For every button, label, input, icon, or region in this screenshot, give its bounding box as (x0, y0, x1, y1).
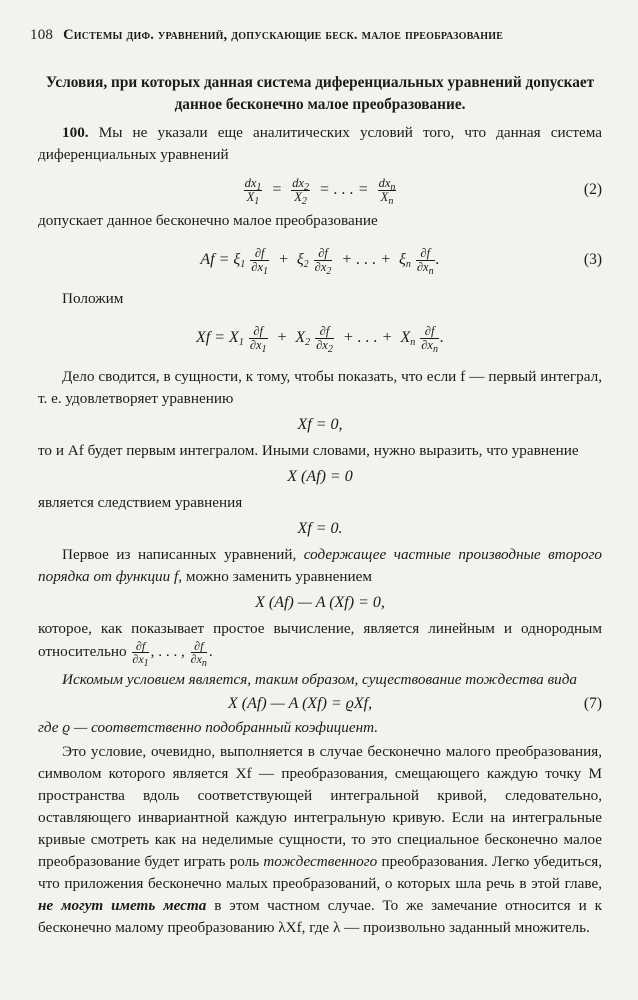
page-number: 108 (30, 27, 54, 43)
text-sledstviem: является следствием уравнения (38, 494, 243, 511)
equation-dots: = . . . = (319, 181, 369, 198)
plus-sign: + (278, 251, 289, 268)
section-number: 100. (62, 124, 89, 141)
equation-xf-zero-b: Xf = 0. (297, 520, 343, 537)
equation-lhs: Xf = (196, 329, 226, 346)
equation-commutator: X (Af) — A (Xf) = 0, (255, 594, 385, 611)
fraction: $\frac{\partial f}{\partial x_n}$ (421, 323, 438, 355)
fraction: $\frac{\partial f}{\partial x_n}$ (416, 245, 434, 277)
paragraph-kotoroe: которое, как показывает простое вычисление, является линейным и однородным относительно $\frac{\partial f}{\partial x_1}$ , . . . , $\frac{\partial f}{\partial x_n}$ . (38, 620, 602, 669)
equation-xf-zero: Xf = 0, (297, 416, 343, 433)
equation-dots: + . . . + (342, 329, 393, 346)
text-admits: допускает данное бесконечно малое преобразование (38, 212, 378, 229)
running-head (30, 24, 602, 46)
equals-sign: = (271, 181, 283, 198)
equation-expression: X (Af) — A (Xf) = ϱXf, (228, 695, 373, 712)
italic-phrase: не могут иметь места (38, 897, 207, 914)
inline-fraction: $\frac{\partial f}{\partial x_1}$ (132, 639, 149, 669)
equation-number: (2) (583, 181, 602, 198)
equation-number: (3) (583, 251, 602, 268)
fraction: $\frac{dx_n}{X_n}$ (378, 175, 396, 207)
fraction: $\frac{\partial f}{\partial x_1}$ (251, 245, 269, 277)
equation-number: (7) (583, 695, 602, 712)
italic-phrase: содержащее частные производные второго порядка от функции f, (38, 546, 603, 585)
equation-7 (38, 691, 602, 717)
equation-dots: + . . . + (341, 251, 391, 268)
inline-fraction: $\frac{\partial f}{\partial x_n}$ (190, 639, 207, 669)
paragraph-eto: Это условие, очевидно, выполняется в случае бесконечно малого преобразования, символом которого является Xf — преобразования, смещающего каждую точку M пространства вдоль соответствующей интегральной кривой, следовательно, оставляющего инвариантной каждую интегральную кривую. Если на интегральные кривые смотреть как на неделимые сущности, то это специальное бесконечно малое преобразование будет играть роль тождественного преобразования. Легко убедиться, что приложения бесконечно малых преобразований, о которых шла речь в этой главе, не могут иметь места в этом частном случае. То же замечание относится и к бесконечно малому преобразованию λXf, где λ — произвольно заданный множитель. (38, 743, 603, 936)
text-polozhim: Положим (62, 290, 124, 307)
paragraph-100 (38, 122, 602, 166)
italic-phrase: тождественного (263, 853, 378, 870)
plus-sign: + (276, 329, 288, 346)
paragraph-to-i: то и Af будет первым интегралом. Иными словами, нужно выразить, что уравнение (38, 442, 579, 459)
fraction: $\frac{dx_1}{X_1}$ (244, 175, 262, 207)
section-title: Условия, при которых данная система диференциальных уравнений допускает данное бесконечно малое преобразование. (45, 74, 595, 113)
paragraph-100-text: Мы не указали еще аналитических условий того, что данная система диференциальных уравнений (38, 124, 602, 163)
paragraph-gde: где ϱ — соответственно подобранный коэфициент. (38, 719, 379, 736)
equation-x-af-zero: X (Af) = 0 (287, 468, 353, 485)
fraction: $\frac{dx_2}{X_2}$ (292, 175, 309, 207)
fraction: $\frac{\partial f}{\partial x_2}$ (316, 323, 333, 355)
running-head-text: Системы диф. уравнений, допускающие беск. малое преобразование (63, 27, 504, 43)
paragraph-pervoe: Первое из написанных уравнений, содержащее частные производные второго порядка от функции f, можно заменить уравнением (38, 546, 603, 585)
equation-2 (38, 170, 602, 210)
paragraph-iskomym: Искомым условием является, таким образом, существование тождества вида (62, 671, 578, 688)
paragraph-delo: Дело сводится, в сущности, к тому, чтобы показать, что если f — первый интеграл, т. е. удовлетворяет уравнению (38, 368, 602, 407)
fraction: $\frac{\partial f}{\partial x_2}$ (314, 245, 332, 277)
fraction: $\frac{\partial f}{\partial x_1}$ (249, 323, 267, 355)
equation-3: $Af = \xi_1$ $\frac{\partial f}{\partial x_1}$ + $\xi_2$ $\frac{\partial f}{\partial x_2}$ + . . . + $\xi_n$ $\frac{\partial f}{\partial x_n}$ . (3) (38, 240, 602, 280)
equation-xf-definition: $Xf = X_1$ $\frac{\partial f}{\partial x_1}$ + $X_2$ $\frac{\partial f}{\partial x_2}$ + . . . + $X_n$ $\frac{\partial f}{\partial x_n}$ . (196, 323, 444, 355)
equation-lhs: Af = (200, 251, 230, 268)
